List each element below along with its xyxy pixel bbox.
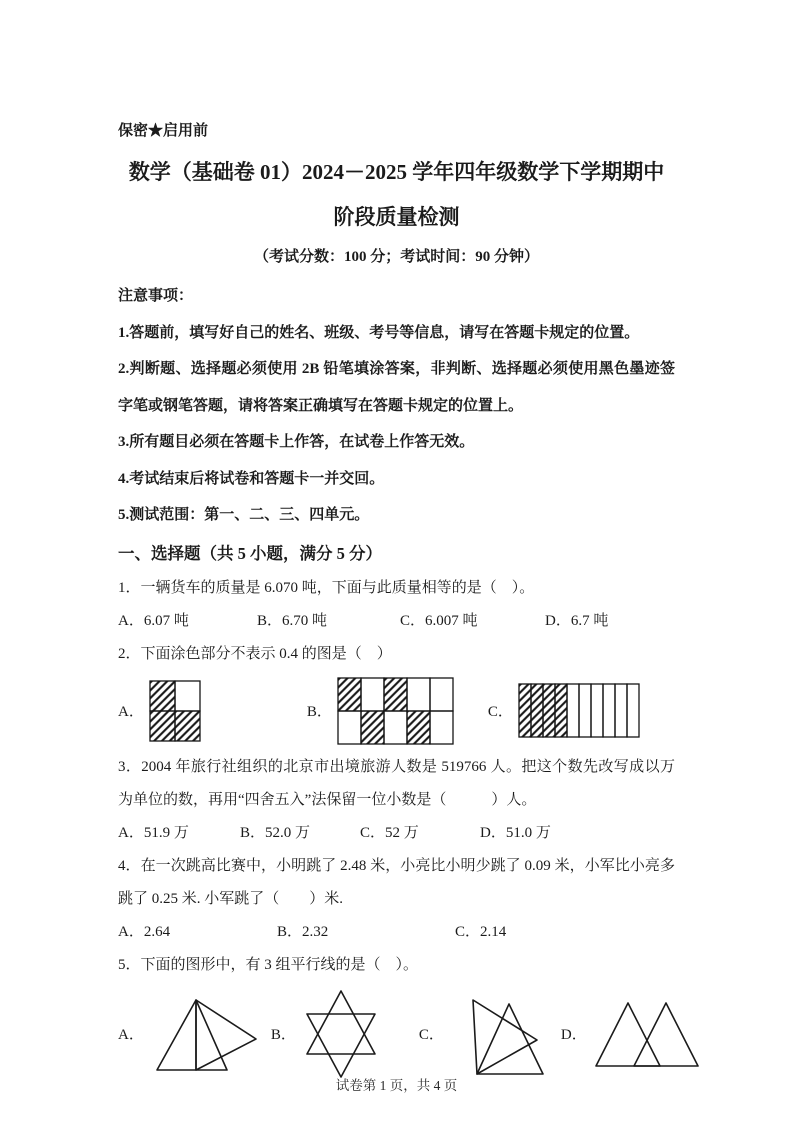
question-2 xyxy=(118,638,675,745)
question-1-option-c: C．6.007 吨 xyxy=(400,612,478,629)
figure-c-label: C． xyxy=(418,1027,444,1043)
notice-item-4: 4.考试结束后将试卷和答题卡一并交回。 xyxy=(118,470,385,487)
exam-score-time-info: （考试分数：100 分；考试时间：90 分钟） xyxy=(253,249,539,265)
grid-figure-10-strips-hatched xyxy=(518,683,640,738)
question-1-option-d: D．6.7 吨 xyxy=(545,612,609,629)
triangles-figure-c xyxy=(449,990,551,1078)
question-1-option-a: A．6.07 吨 xyxy=(118,612,189,629)
question-5-figure-d xyxy=(561,998,702,1070)
question-4-option-a: A．2.64 xyxy=(118,923,171,940)
figure-d-label: D． xyxy=(560,1027,587,1043)
notice-item-5: 5.测试范围：第一、二、三、四单元。 xyxy=(118,507,370,523)
figure-c-label: C． xyxy=(487,704,513,720)
question-2-figures xyxy=(118,677,675,745)
question-4-option-b: B．2.32 xyxy=(277,923,329,940)
figure-a-label: A． xyxy=(118,704,144,720)
figure-a-label: A． xyxy=(118,1027,144,1043)
secrecy-notice: 保密★启用前 xyxy=(118,123,209,139)
question-4-options xyxy=(118,916,675,949)
notice-item-1: 1.答题前，填写好自己的姓名、班级、考号等信息，请写在答题卡规定的位置。 xyxy=(118,324,640,341)
question-3-option-a: A．51.9 万 xyxy=(118,824,189,841)
triangles-figure-d xyxy=(592,998,702,1070)
figure-b-label: B． xyxy=(306,704,332,720)
question-4 xyxy=(118,850,675,949)
paper-title-line-1: 数学（基础卷 01）2024－2025 学年四年级数学下学期期中 xyxy=(128,160,665,184)
question-4-text: 4．在一次跳高比赛中，小明跳了 2.48 米，小亮比小明少跳了 0.09 米，小军比小亮多跳了 0.25 米. 小军跳了（ ）米. xyxy=(118,857,675,907)
question-5-figure-c xyxy=(419,990,551,1078)
hexagram-figure-b xyxy=(301,988,381,1080)
notice-item-2: 2.判断题、选择题必须使用 2B 铅笔填涂答案，非判断、选择题必须使用黑色墨迹签字笔或钢笔答题，请将答案正确填写在答题卡规定的位置上。 xyxy=(118,361,675,414)
question-5-figure-b xyxy=(271,988,381,1080)
question-1 xyxy=(118,572,675,638)
question-5-text: 5．下面的图形中，有 3 组平行线的是（ ）。 xyxy=(118,956,419,973)
question-1-text: 1．一辆货车的质量是 6.070 吨，下面与此质量相等的是（ ）。 xyxy=(118,579,535,596)
question-5 xyxy=(118,949,675,1080)
question-2-figure-c xyxy=(488,683,640,738)
question-2-figure-a xyxy=(118,680,201,742)
notice-heading: 注意事项： xyxy=(118,288,194,304)
question-5-figure-a xyxy=(118,994,261,1074)
question-3 xyxy=(118,751,675,850)
question-5-figures xyxy=(118,988,675,1080)
grid-figure-2x2-hatched xyxy=(149,680,201,742)
question-3-option-d: D．51.0 万 xyxy=(480,824,551,841)
question-3-text: 3．2004 年旅行社组织的北京市出境旅游人数是 519766 人。把这个数先改写成以万为单位的数，再用“四舍五入”法保留一位小数是（ ）人。 xyxy=(118,758,675,808)
figure-b-label: B． xyxy=(270,1027,296,1043)
question-3-option-c: C．52 万 xyxy=(360,824,419,841)
question-1-option-b: B．6.70 吨 xyxy=(257,612,328,629)
paper-title-line-2: 阶段质量检测 xyxy=(333,205,460,229)
section-1-heading: 一、选择题（共 5 小题，满分 5 分） xyxy=(118,543,382,563)
question-2-text: 2．下面涂色部分不表示 0.4 的图是（ ） xyxy=(118,645,392,662)
notice-item-3: 3.所有题目必须在答题卡上作答，在试卷上作答无效。 xyxy=(118,434,475,450)
page-number-footer: 试卷第 1 页，共 4 页 xyxy=(335,1078,458,1093)
question-4-option-c: C．2.14 xyxy=(455,923,507,940)
grid-figure-2x5-hatched xyxy=(337,677,454,745)
question-3-options xyxy=(118,817,675,850)
question-1-options xyxy=(118,605,675,638)
question-2-figure-b xyxy=(307,677,454,745)
question-3-option-b: B．52.0 万 xyxy=(240,824,311,841)
triangles-figure-a xyxy=(149,994,261,1074)
notice-section xyxy=(118,278,675,534)
